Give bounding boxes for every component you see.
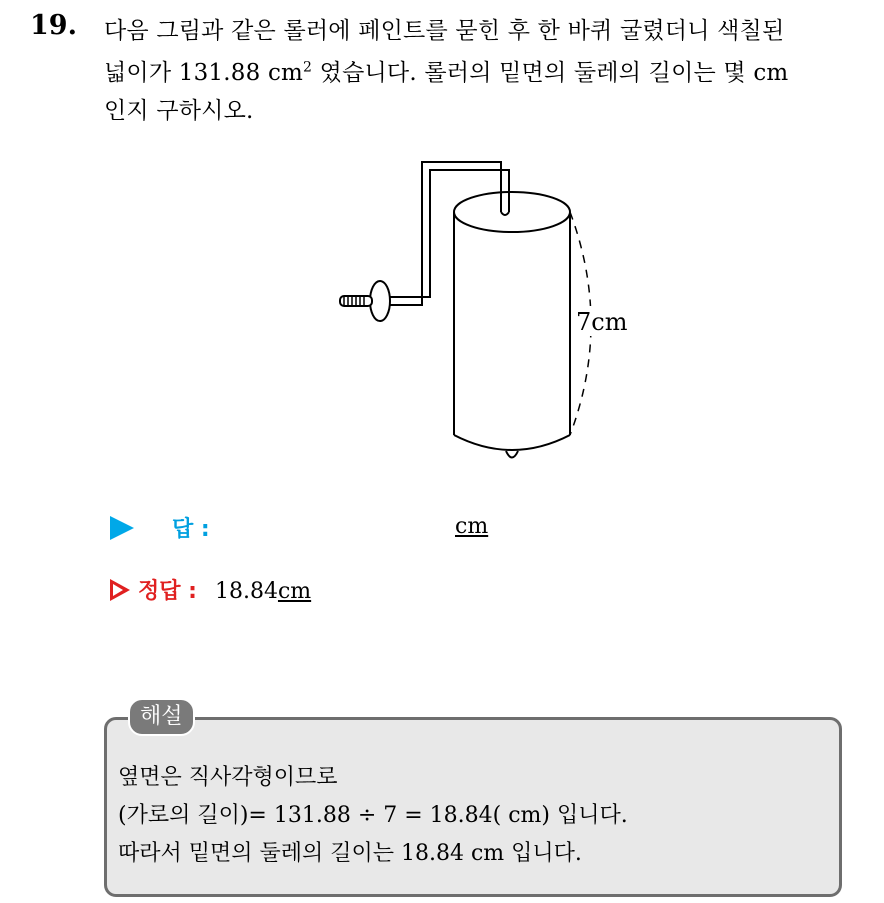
answer-label: 답 : xyxy=(172,517,210,542)
handle-tip xyxy=(501,212,509,215)
explanation-tag: 해설 xyxy=(128,698,195,736)
handle-outer xyxy=(382,162,501,305)
correct-unit: cm xyxy=(277,579,312,604)
cylinder-nub xyxy=(506,451,518,458)
cylinder-bottom xyxy=(454,435,570,450)
correct-label: 정답 : xyxy=(138,579,197,604)
height-label: 7cm xyxy=(576,308,628,336)
explanation-line-3: 따라서 밑면의 둘레의 길이는 18.84 cm 입니다. xyxy=(118,841,582,866)
explanation-line-1: 옆면은 직사각형이므로 xyxy=(118,765,338,790)
question-line-2-post: 였습니다. 롤러의 밑면의 둘레의 길이는 몇 cm xyxy=(312,60,789,86)
question-line-2-pre: 넓이가 131.88 cm xyxy=(104,60,304,86)
correct-value: 18.84 xyxy=(214,579,278,604)
play-triangle-icon xyxy=(110,516,134,540)
answer-unit: cm xyxy=(455,514,489,539)
question-line-2-sup: 2 xyxy=(303,59,313,76)
explanation-line-2: (가로의 길이)= 131.88 ÷ 7 = 18.84( cm) 입니다. xyxy=(118,803,628,828)
answer-row xyxy=(110,512,489,543)
question-line-2 xyxy=(104,54,788,87)
question-line-1: 다음 그림과 같은 롤러에 페인트를 묻힌 후 한 바퀴 굴렸더니 색칠된 xyxy=(104,18,785,44)
correct-row xyxy=(110,574,311,605)
outline-triangle-icon xyxy=(110,579,130,601)
roller-figure xyxy=(320,140,650,470)
cylinder-top xyxy=(454,192,570,232)
handle-inner xyxy=(382,170,509,297)
question-number: 19. xyxy=(30,10,77,41)
question-line-3: 인지 구하시오. xyxy=(104,98,254,124)
